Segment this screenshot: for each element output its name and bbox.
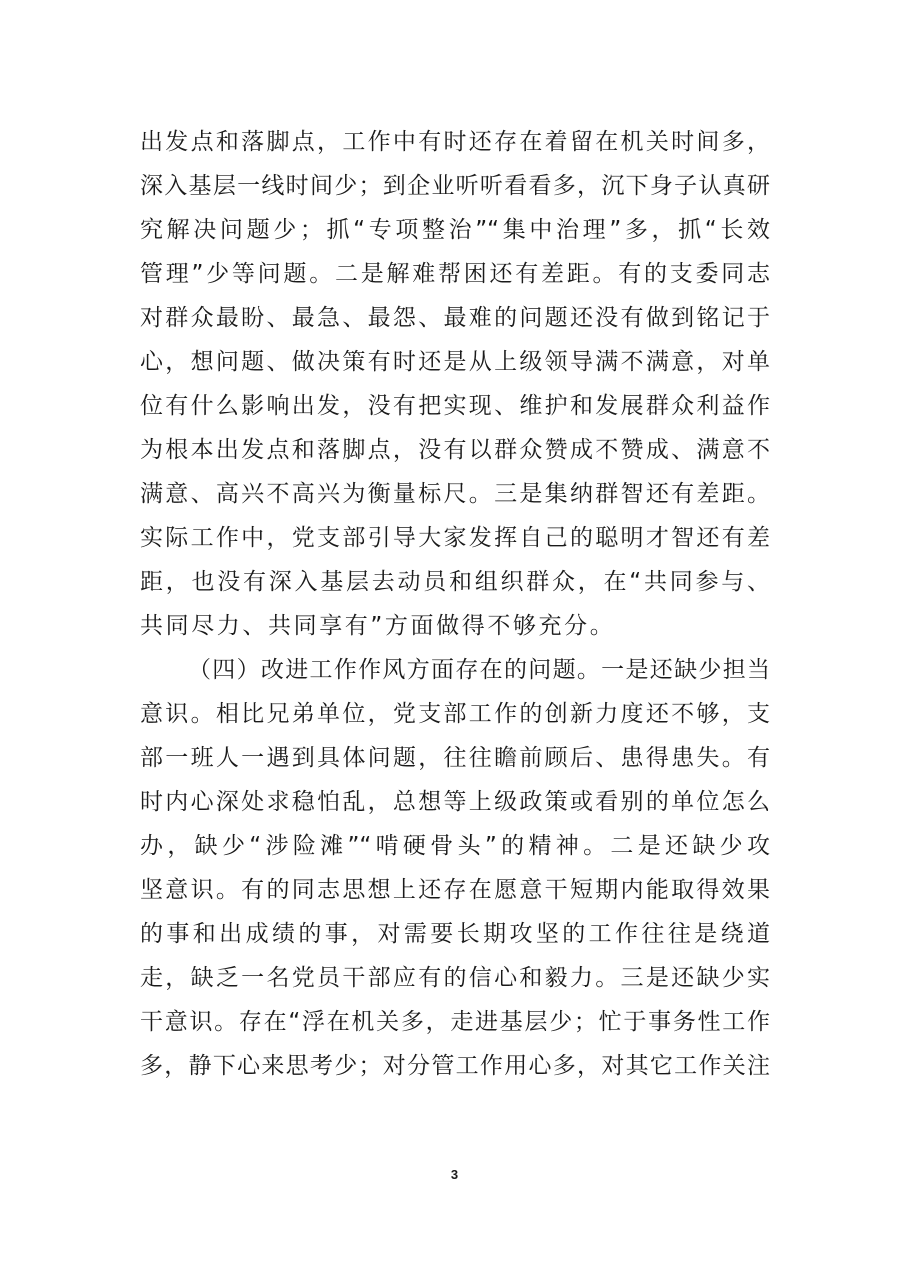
text-line: 究解决问题少；抓“专项整治”“集中治理”多，抓“长效 [140,217,770,243]
page-number: 3 [450,1167,459,1182]
text-line: 深入基层一线时间少；到企业听听看看多，沉下身子认真研 [140,173,770,199]
text-line: 走，缺乏一名党员干部应有的信心和毅力。三是还缺少实 [140,965,770,991]
text-line: 干意识。存在“浮在机关多，走进基层少；忙于事务性工作 [140,1009,770,1035]
text-line: 意识。相比兄弟单位，党支部工作的创新力度还不够，支 [140,701,770,727]
text-line: 为根本出发点和落脚点，没有以群众赞成不赞成、满意不 [140,437,770,463]
text-line: 共同尽力、共同享有”方面做得不够充分。 [140,613,616,639]
text-line: 的事和出成绩的事，对需要长期攻坚的工作往往是绕道 [140,921,770,947]
text-line: 多，静下心来思考少；对分管工作用心多，对其它工作关注 [140,1053,770,1079]
text-line: 满意、高兴不高兴为衡量标尺。三是集纳群智还有差距。 [140,481,770,507]
text-line: 时内心深处求稳怕乱，总想等上级政策或看别的单位怎么 [140,789,770,815]
text-line: 实际工作中，党支部引导大家发挥自己的聪明才智还有差 [140,525,770,551]
text-line: 位有什么影响出发，没有把实现、维护和发展群众利益作 [140,393,770,419]
text-line: 部一班人一遇到具体问题，往往瞻前顾后、患得患失。有 [140,745,770,771]
text-line: 出发点和落脚点，工作中有时还存在着留在机关时间多， [140,129,770,155]
text-line: 管理”少等问题。二是解难帮困还有差距。有的支委同志 [140,261,770,287]
text-line: 距，也没有深入基层去动员和组织群众，在“共同参与、 [140,569,770,595]
text-line: 办，缺少“涉险滩”“啃硬骨头”的精神。二是还缺少攻 [140,833,770,859]
text-line: 心，想问题、做决策有时还是从上级领导满不满意，对单 [140,349,770,375]
text-line: 坚意识。有的同志思想上还存在愿意干短期内能取得效果 [140,877,770,903]
section-heading-line: （四）改进工作作风方面存在的问题。一是还缺少担当 [188,657,770,683]
text-line: 对群众最盼、最急、最怨、最难的问题还没有做到铭记于 [140,305,770,331]
